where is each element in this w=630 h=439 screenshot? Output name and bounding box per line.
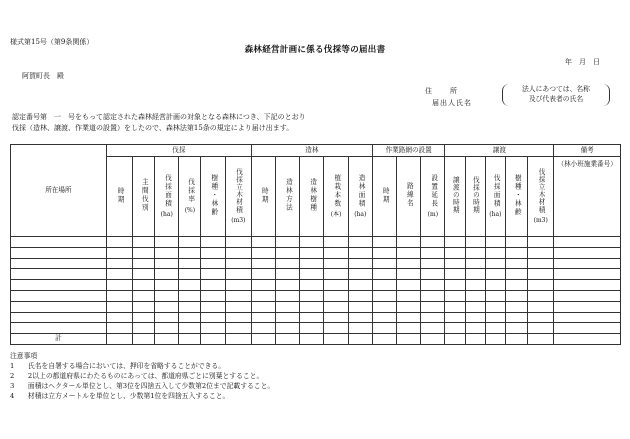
entry-cell[interactable] xyxy=(132,323,154,334)
road-period-header: 時期 xyxy=(372,157,396,237)
notes-title: 注意事項 xyxy=(10,352,38,360)
document-title: 森林経営計画に係る伐採等の届出書 xyxy=(244,45,386,55)
entry-cell[interactable] xyxy=(372,290,396,301)
entry-cell[interactable] xyxy=(372,269,396,280)
entry-cell[interactable] xyxy=(300,290,324,301)
table-row xyxy=(11,280,621,291)
entry-cell[interactable] xyxy=(505,258,527,269)
entry-cell[interactable] xyxy=(397,280,421,291)
note-item: 3 面積はヘクタール単位とし、第3位を四捨五入して少数第2位まで記載すること。 xyxy=(10,382,275,390)
entry-cell[interactable] xyxy=(251,301,275,312)
notification-table xyxy=(10,144,621,345)
entry-cell[interactable] xyxy=(276,312,300,323)
planting-method-header: 造林方法 xyxy=(276,157,300,237)
entry-cell[interactable] xyxy=(348,301,372,312)
entry-cell[interactable] xyxy=(106,323,132,334)
entry-cell[interactable] xyxy=(465,290,485,301)
entry-cell[interactable] xyxy=(179,269,201,280)
entry-cell[interactable] xyxy=(251,312,275,323)
entry-cell[interactable] xyxy=(554,290,621,301)
entry-cell[interactable] xyxy=(179,312,201,323)
entry-cell[interactable] xyxy=(372,237,396,248)
entry-cell[interactable] xyxy=(465,237,485,248)
table-row xyxy=(11,312,621,323)
entry-cell[interactable] xyxy=(485,269,505,280)
planting-species-header: 造林樹種 xyxy=(300,157,324,237)
entry-cell[interactable] xyxy=(445,323,465,334)
entry-cell[interactable] xyxy=(324,334,348,345)
entry-cell[interactable] xyxy=(505,301,527,312)
entry-cell[interactable] xyxy=(155,312,179,323)
entry-cell[interactable] xyxy=(397,247,421,258)
entry-cell[interactable] xyxy=(528,269,554,280)
entry-cell[interactable] xyxy=(300,312,324,323)
location-cell[interactable] xyxy=(11,290,107,301)
entry-cell[interactable] xyxy=(324,247,348,258)
entry-cell[interactable] xyxy=(348,290,372,301)
body-text-line-1: 認定番号第 一 号をもって認定された森林経営計画の対象となる森林につき、下記のとおり xyxy=(12,113,306,121)
entry-cell[interactable] xyxy=(155,323,179,334)
entry-cell[interactable] xyxy=(554,258,621,269)
entry-cell[interactable] xyxy=(348,258,372,269)
entry-cell[interactable] xyxy=(324,280,348,291)
entry-cell[interactable] xyxy=(505,323,527,334)
entry-cell[interactable] xyxy=(528,247,554,258)
entry-cell[interactable] xyxy=(465,323,485,334)
entry-cell[interactable] xyxy=(445,280,465,291)
entry-cell[interactable] xyxy=(485,237,505,248)
location-cell[interactable] xyxy=(11,301,107,312)
entry-cell[interactable] xyxy=(276,280,300,291)
entry-cell[interactable] xyxy=(465,334,485,345)
location-cell[interactable] xyxy=(11,237,107,248)
table-row xyxy=(11,237,621,248)
entry-cell[interactable] xyxy=(251,247,275,258)
transfer-party-header: 譲渡の時期 xyxy=(445,157,465,237)
entry-cell[interactable] xyxy=(106,247,132,258)
entry-cell[interactable] xyxy=(155,290,179,301)
entry-cell[interactable] xyxy=(251,290,275,301)
entry-cell[interactable] xyxy=(372,258,396,269)
entry-cell[interactable] xyxy=(554,312,621,323)
felling-method-header: 主間伐別 xyxy=(132,157,154,237)
entry-cell[interactable] xyxy=(251,334,275,345)
entry-cell[interactable] xyxy=(201,334,225,345)
felling-group-header: 伐採 xyxy=(106,145,251,157)
entry-cell[interactable] xyxy=(106,290,132,301)
entry-cell[interactable] xyxy=(397,290,421,301)
location-header: 所在場所 xyxy=(11,145,107,237)
table-row xyxy=(11,323,621,334)
entry-cell[interactable] xyxy=(179,247,201,258)
entry-cell[interactable] xyxy=(179,334,201,345)
entry-cell[interactable] xyxy=(155,301,179,312)
entry-cell[interactable] xyxy=(300,237,324,248)
entry-cell[interactable] xyxy=(421,301,445,312)
entry-cell[interactable] xyxy=(276,269,300,280)
felling-species-header: 樹種・林齢 xyxy=(201,157,225,237)
entry-cell[interactable] xyxy=(505,334,527,345)
entry-cell[interactable] xyxy=(445,290,465,301)
entry-cell[interactable] xyxy=(445,334,465,345)
location-cell[interactable] xyxy=(11,312,107,323)
entry-cell[interactable] xyxy=(106,312,132,323)
entry-cell[interactable] xyxy=(225,258,251,269)
entry-cell[interactable] xyxy=(528,334,554,345)
entry-cell[interactable] xyxy=(397,269,421,280)
location-cell[interactable] xyxy=(11,269,107,280)
addressee: 阿賀町長 殿 xyxy=(22,72,64,80)
entry-cell[interactable] xyxy=(348,247,372,258)
entry-cell[interactable] xyxy=(276,290,300,301)
entry-cell[interactable] xyxy=(106,269,132,280)
entry-cell[interactable] xyxy=(465,247,485,258)
entry-cell[interactable] xyxy=(225,269,251,280)
entry-cell[interactable] xyxy=(505,269,527,280)
entry-cell[interactable] xyxy=(276,258,300,269)
location-cell[interactable] xyxy=(11,323,107,334)
entry-cell[interactable] xyxy=(251,323,275,334)
entry-cell[interactable] xyxy=(528,280,554,291)
planting-area-header: 造林面積 (ha) xyxy=(348,157,372,237)
remarks-sub-header: （林小班施業番号） xyxy=(554,157,621,237)
entry-cell[interactable] xyxy=(201,269,225,280)
entry-cell[interactable] xyxy=(372,312,396,323)
entry-cell[interactable] xyxy=(324,290,348,301)
entry-cell[interactable] xyxy=(201,258,225,269)
entry-cell[interactable] xyxy=(421,323,445,334)
entry-cell[interactable] xyxy=(155,258,179,269)
entry-cell[interactable] xyxy=(179,301,201,312)
entry-cell[interactable] xyxy=(485,312,505,323)
entry-cell[interactable] xyxy=(225,280,251,291)
road-group-header: 作業路網の設置 xyxy=(372,145,445,157)
entry-cell[interactable] xyxy=(348,334,372,345)
entry-cell[interactable] xyxy=(372,301,396,312)
entry-cell[interactable] xyxy=(155,269,179,280)
entry-cell[interactable] xyxy=(106,258,132,269)
entry-cell[interactable] xyxy=(505,290,527,301)
entry-cell[interactable] xyxy=(276,334,300,345)
table-row xyxy=(11,258,621,269)
entry-cell[interactable] xyxy=(465,258,485,269)
entry-cell[interactable] xyxy=(397,301,421,312)
entry-cell[interactable] xyxy=(505,247,527,258)
transfer-volume-header: 伐採立木材積 (m3) xyxy=(528,157,554,237)
entry-cell[interactable] xyxy=(225,247,251,258)
entry-cell[interactable] xyxy=(528,323,554,334)
entry-cell[interactable] xyxy=(372,334,396,345)
entry-cell[interactable] xyxy=(300,301,324,312)
address-label: 住所 xyxy=(425,87,475,95)
entry-cell[interactable] xyxy=(528,258,554,269)
entry-cell[interactable] xyxy=(106,280,132,291)
planting-group-header: 造林 xyxy=(251,145,372,157)
entry-cell[interactable] xyxy=(132,334,154,345)
entry-cell[interactable] xyxy=(445,247,465,258)
entry-cell[interactable] xyxy=(132,269,154,280)
entry-cell[interactable] xyxy=(155,237,179,248)
entry-cell[interactable] xyxy=(300,280,324,291)
felling-volume-header: 伐採立木材積 (m3) xyxy=(225,157,251,237)
note-item: 1 氏名を自署する場合においては、押印を省略することができる。 xyxy=(10,362,226,370)
table-row xyxy=(11,269,621,280)
entry-cell[interactable] xyxy=(300,334,324,345)
entry-cell[interactable] xyxy=(179,237,201,248)
entry-cell[interactable] xyxy=(179,280,201,291)
transfer-time-header: 伐採の時期 xyxy=(465,157,485,237)
planting-count-header: 植栽本数 (本) xyxy=(324,157,348,237)
entry-cell[interactable] xyxy=(348,269,372,280)
entry-cell[interactable] xyxy=(421,258,445,269)
entry-cell[interactable] xyxy=(485,258,505,269)
entry-cell[interactable] xyxy=(201,312,225,323)
entry-cell[interactable] xyxy=(528,290,554,301)
entry-cell[interactable] xyxy=(485,323,505,334)
body-text-line-2: 伐採（造林、譲渡、作業道の設置）をしたので、森林法第15条の規定により届け出ます。 xyxy=(12,124,294,132)
entry-cell[interactable] xyxy=(421,334,445,345)
entry-cell[interactable] xyxy=(225,237,251,248)
entry-cell[interactable] xyxy=(324,301,348,312)
road-length-header: 設置延長 (m) xyxy=(421,157,445,237)
entry-cell[interactable] xyxy=(225,334,251,345)
entry-cell[interactable] xyxy=(132,301,154,312)
corporation-note xyxy=(502,84,610,106)
note-item: 2 2以上の都道府県にわたるものにあっては、都道府県ごとに別葉とすること。 xyxy=(10,372,264,380)
entry-cell[interactable] xyxy=(179,258,201,269)
entry-cell[interactable] xyxy=(372,323,396,334)
entry-cell[interactable] xyxy=(505,280,527,291)
entry-cell[interactable] xyxy=(465,269,485,280)
entry-cell[interactable] xyxy=(485,247,505,258)
entry-cell[interactable] xyxy=(300,258,324,269)
applicant-name-label: 届出人氏名 xyxy=(432,99,472,107)
location-cell[interactable] xyxy=(11,280,107,291)
corporation-note-line-2: 及び代表者の氏名 xyxy=(528,95,584,103)
entry-cell[interactable] xyxy=(276,237,300,248)
entry-cell[interactable] xyxy=(397,334,421,345)
remarks-group-header: 備考 xyxy=(554,145,621,157)
entry-cell[interactable] xyxy=(421,280,445,291)
entry-cell[interactable] xyxy=(397,258,421,269)
entry-cell[interactable] xyxy=(300,323,324,334)
felling-area-header: 伐採面積 (ha) xyxy=(155,157,179,237)
transfer-group-header: 譲渡 xyxy=(445,145,554,157)
total-label-cell: 計 xyxy=(11,334,107,345)
entry-cell[interactable] xyxy=(485,301,505,312)
entry-cell[interactable] xyxy=(106,301,132,312)
entry-cell[interactable] xyxy=(554,301,621,312)
entry-cell[interactable] xyxy=(201,280,225,291)
entry-cell[interactable] xyxy=(505,237,527,248)
entry-cell[interactable] xyxy=(528,301,554,312)
entry-cell[interactable] xyxy=(348,237,372,248)
entry-cell[interactable] xyxy=(485,334,505,345)
entry-cell[interactable] xyxy=(445,301,465,312)
entry-cell[interactable] xyxy=(201,247,225,258)
entry-cell[interactable] xyxy=(372,247,396,258)
entry-cell[interactable] xyxy=(485,280,505,291)
entry-cell[interactable] xyxy=(554,280,621,291)
table-row xyxy=(11,290,621,301)
entry-cell[interactable] xyxy=(132,280,154,291)
note-item: 4 材積は立方メートルを単位とし、少数第1位を四捨五入すること。 xyxy=(10,392,230,400)
entry-cell[interactable] xyxy=(421,247,445,258)
table-row xyxy=(11,301,621,312)
entry-cell[interactable] xyxy=(155,280,179,291)
entry-cell[interactable] xyxy=(397,237,421,248)
entry-cell[interactable] xyxy=(465,312,485,323)
entry-cell[interactable] xyxy=(276,323,300,334)
entry-cell[interactable] xyxy=(225,290,251,301)
entry-cell[interactable] xyxy=(505,312,527,323)
road-name-header: 路線名 xyxy=(397,157,421,237)
entry-cell[interactable] xyxy=(251,258,275,269)
entry-cell[interactable] xyxy=(300,269,324,280)
entry-cell[interactable] xyxy=(324,312,348,323)
entry-cell[interactable] xyxy=(554,247,621,258)
entry-cell[interactable] xyxy=(421,237,445,248)
entry-cell[interactable] xyxy=(421,269,445,280)
entry-cell[interactable] xyxy=(106,334,132,345)
entry-cell[interactable] xyxy=(251,269,275,280)
entry-cell[interactable] xyxy=(251,280,275,291)
entry-cell[interactable] xyxy=(201,301,225,312)
entry-cell[interactable] xyxy=(348,280,372,291)
entry-cell[interactable] xyxy=(179,290,201,301)
entry-cell[interactable] xyxy=(179,323,201,334)
transfer-area-header: 伐採面積 (ha) xyxy=(485,157,505,237)
entry-cell[interactable] xyxy=(445,258,465,269)
total-row xyxy=(11,334,621,345)
entry-cell[interactable] xyxy=(528,312,554,323)
entry-cell[interactable] xyxy=(106,237,132,248)
entry-cell[interactable] xyxy=(554,334,621,345)
transfer-species-header: 樹種・林齢 xyxy=(505,157,527,237)
entry-cell[interactable] xyxy=(201,323,225,334)
planting-period-header: 時期 xyxy=(251,157,275,237)
entry-cell[interactable] xyxy=(324,237,348,248)
felling-period-header: 時期 xyxy=(106,157,132,237)
entry-cell[interactable] xyxy=(132,247,154,258)
entry-cell[interactable] xyxy=(485,290,505,301)
entry-cell[interactable] xyxy=(225,312,251,323)
entry-cell[interactable] xyxy=(201,290,225,301)
entry-cell[interactable] xyxy=(251,237,275,248)
table-row xyxy=(11,247,621,258)
entry-cell[interactable] xyxy=(445,269,465,280)
entry-cell[interactable] xyxy=(155,247,179,258)
entry-cell[interactable] xyxy=(132,258,154,269)
entry-cell[interactable] xyxy=(276,301,300,312)
date-line: 年 月 日 xyxy=(565,58,600,66)
entry-cell[interactable] xyxy=(465,280,485,291)
entry-cell[interactable] xyxy=(324,323,348,334)
entry-cell[interactable] xyxy=(348,312,372,323)
entry-cell[interactable] xyxy=(445,237,465,248)
felling-rate-header: 伐採率 (%) xyxy=(179,157,201,237)
entry-cell[interactable] xyxy=(554,323,621,334)
entry-cell[interactable] xyxy=(132,237,154,248)
entry-cell[interactable] xyxy=(421,290,445,301)
corporation-note-line-1: 法人にあつては、名称 xyxy=(522,85,590,93)
entry-cell[interactable] xyxy=(324,269,348,280)
entry-cell[interactable] xyxy=(554,269,621,280)
form-number: 様式第15号（第9条関係） xyxy=(10,38,94,46)
entry-cell[interactable] xyxy=(132,312,154,323)
entry-cell[interactable] xyxy=(225,323,251,334)
entry-cell[interactable] xyxy=(276,247,300,258)
location-cell[interactable] xyxy=(11,258,107,269)
entry-cell[interactable] xyxy=(348,323,372,334)
entry-cell[interactable] xyxy=(421,312,445,323)
location-cell[interactable] xyxy=(11,247,107,258)
entry-cell[interactable] xyxy=(225,301,251,312)
entry-cell[interactable] xyxy=(528,237,554,248)
entry-cell[interactable] xyxy=(324,258,348,269)
entry-cell[interactable] xyxy=(465,301,485,312)
notes-section xyxy=(10,351,274,401)
entry-cell[interactable] xyxy=(300,247,324,258)
entry-cell[interactable] xyxy=(397,312,421,323)
entry-cell[interactable] xyxy=(155,334,179,345)
entry-cell[interactable] xyxy=(132,290,154,301)
entry-cell[interactable] xyxy=(445,312,465,323)
entry-cell[interactable] xyxy=(554,237,621,248)
entry-cell[interactable] xyxy=(397,323,421,334)
entry-cell[interactable] xyxy=(372,280,396,291)
entry-cell[interactable] xyxy=(201,237,225,248)
